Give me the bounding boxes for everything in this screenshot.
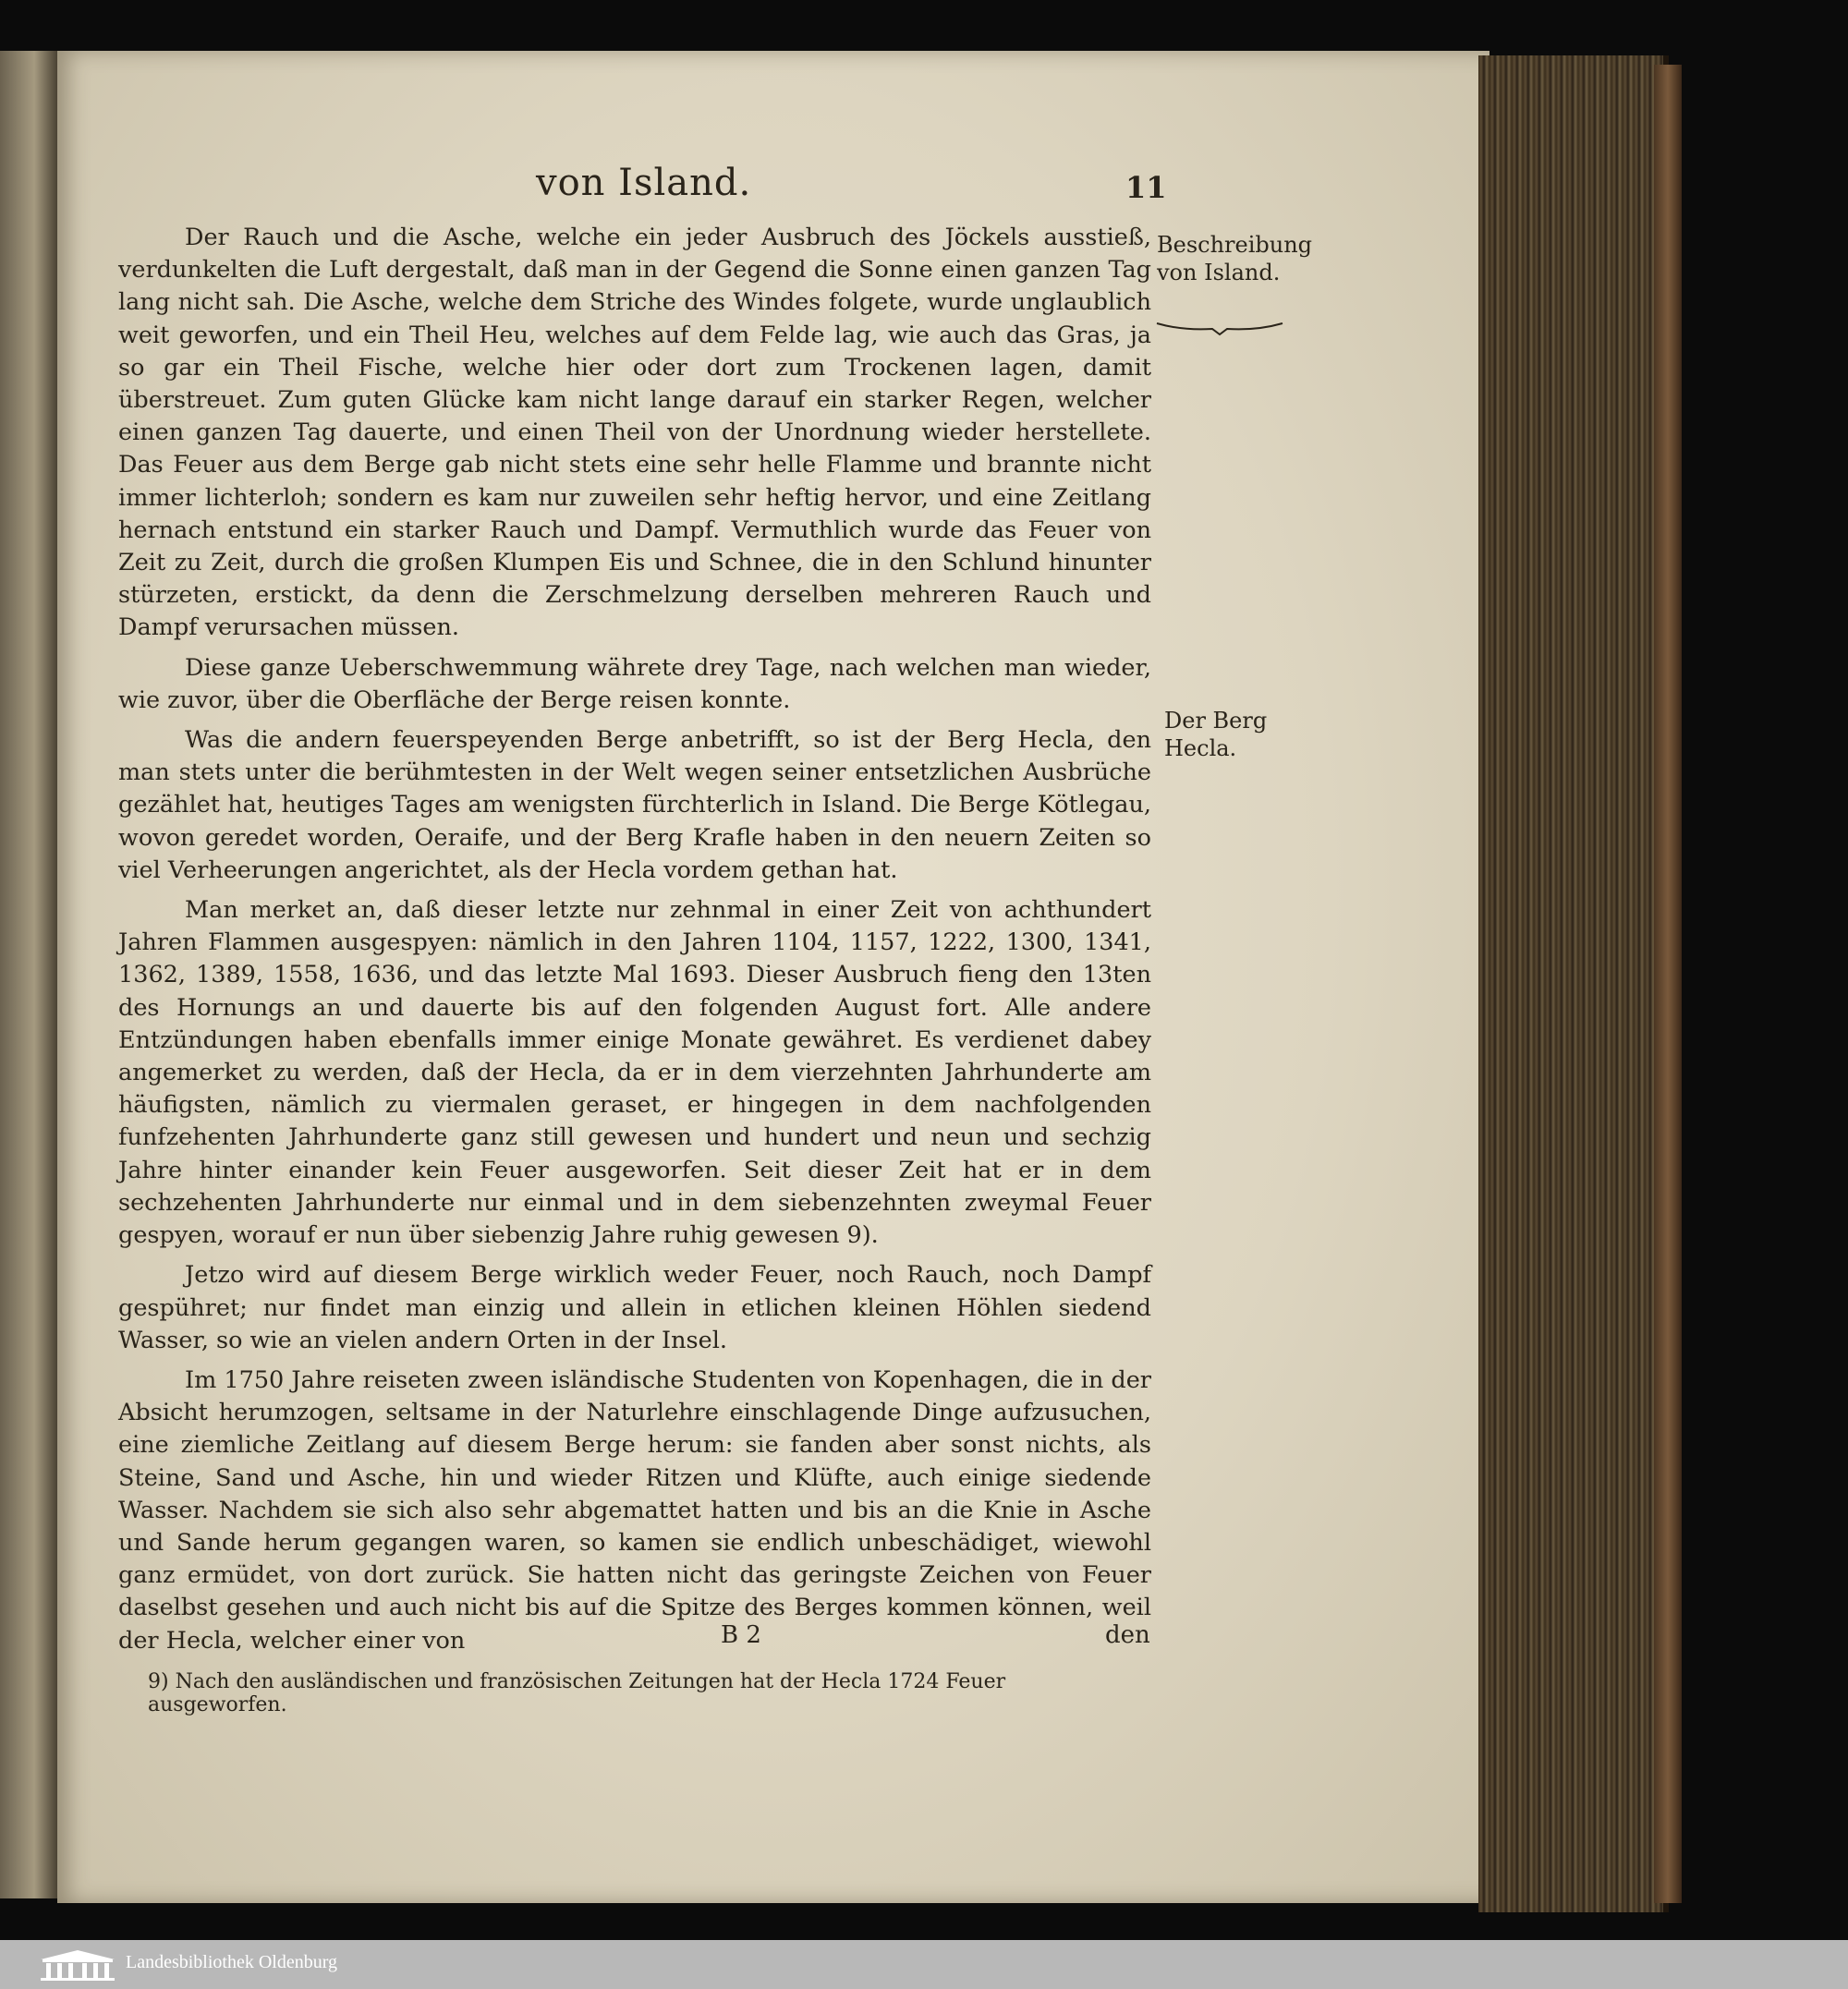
catchword: den xyxy=(1105,1621,1150,1649)
book-cover-edge xyxy=(1654,65,1682,1903)
page-number: 11 xyxy=(1125,170,1167,205)
paragraph: Jetzo wird auf diesem Berge wirklich weder Feuer, noch Rauch, noch Dampf gespühret; nur findet man einzig und allein in etlichen kleinen Höhlen siedend Wasser, so wie an vielen andern Orten in der Insel. xyxy=(118,1261,1151,1354)
margin-note-hecla: Der Berg Hecla. xyxy=(1164,708,1268,761)
paragraph: Im 1750 Jahre reiseten zween isländische Studenten von Kopenhagen, die in der Absicht herumzogen, seltsame in der Naturlehre einschlagende Dinge aufzusuchen, eine ziemliche Zeitlang auf diesem Berge herum: sie fanden aber sonst nichts, als Steine, Sand und Asche, hin und wieder Ritzen und Klüfte, auch einige siedende Wasser. Nachdem sie sich also sehr abgemattet hatten und bis an die Knie in Asche und Sande herum gegangen waren, so kamen sie endlich unbeschädiget, wiewohl ganz ermüdet, von dort zurück. Sie hatten nicht das geringste Zeichen von Feuer daselbst gesehen und auch nicht bis auf die Spitze des Berges kommen können, weil der Hecla, welcher einer von xyxy=(118,1365,1151,1655)
paragraph: Diese ganze Ueberschwemmung währete drey Tage, nach welchen man wieder, wie zuvor, über die Oberfläche der Berge reisen konnte. xyxy=(118,653,1151,714)
library-footer-bar xyxy=(0,1940,1848,1989)
page-header xyxy=(536,162,1183,208)
book-fore-edge xyxy=(1478,55,1669,1912)
body-text xyxy=(118,222,1151,1657)
paragraph: Der Rauch und die Asche, welche ein jeder Ausbruch des Jöckels ausstieß, verdunkelten die Luft dergestalt, daß man in der Gegend die Sonne einen ganzen Tag lang nicht sah. Die Asche, welche dem Striche des Windes folgete, wurde unglaublich weit geworfen, und ein Theil Heu, welches auf dem Felde lag, wie auch das Gras, ja so gar ein Theil Fische, welche hier oder dort zum Trockenen lagen, damit überstreuet. Zum guten Glücke kam nicht lange darauf ein starker Regen, welcher einen ganzen Tag dauerte, und einen Theil von der Unordnung wieder herstellete. Das Feuer aus dem Berge gab nicht stets eine sehr helle Flamme und brannte nicht immer lichterloh; sondern es kam nur zuweilen sehr heftig hervor, und eine Zeitlang hernach entstund ein starker Rauch und Dampf. Vermuthlich wurde das Feuer von Zeit zu Zeit, durch die großen Klumpen Eis und Schnee, die in den Schlund hinunter stürzeten, erstickt, da denn die Zerschmelzung derselben mehreren Rauch und Dampf verursachen müssen. xyxy=(118,224,1151,642)
paragraph: Was die andern feuerspeyenden Berge anbetrifft, so ist der Berg Hecla, den man stets unter die berühmtesten in der Welt wegen seiner entsetzlichen Ausbrüche gezählet hat, heutiges Tages am wenigsten fürchterlich in Island. Die Berge Kötlegau, wovon geredet worden, Oeraife, und der Berg Krafle haben in den neuern Zeiten so viel Verheerungen angerichtet, als der Hecla vordem gethan hat. xyxy=(118,726,1151,884)
signature-mark: B 2 xyxy=(721,1621,761,1649)
footnote: 9) Nach den ausländischen und französischen Zeitungen hat der Hecla 1724 Feuer ausgeworfen. xyxy=(148,1670,1006,1716)
margin-note-description: Beschreibung von Island. xyxy=(1157,232,1313,285)
left-page-edge xyxy=(0,51,57,1898)
running-title: von Island. xyxy=(536,162,752,204)
paragraph: Man merket an, daß dieser letzte nur zehnmal in einer Zeit von achthundert Jahren Flammen ausgespyen: nämlich in den Jahren 1104, 1157, 1222, 1300, 1341, 1362, 1389, 1558, 1636, und das letzte Mal 1693. Dieser Ausbruch fieng den 13ten des Hornungs an und dauerte bis auf den folgenden August fort. Alle andere Entzündungen haben ebenfalls immer einige Monate gewähret. Es verdienet dabey angemerket zu werden, daß der Hecla, da er in dem vierzehnten Jahrhunderte am häufigsten, nämlich zu viermalen geraset, er hingegen in dem nachfolgenden funfzehenten Jahrhunderte ganz still gewesen und hundert und neun und sechzig Jahre hinter einander kein Feuer ausgeworfen. Seit dieser Zeit hat er in dem sechzehenten Jahrhunderte nur einmal und in dem siebenzehnten zweymal Feuer gespyen, worauf er nun über siebenzig Jahre ruhig gewesen 9). xyxy=(118,896,1151,1250)
brace-icon xyxy=(1155,320,1284,336)
library-building-icon xyxy=(37,1948,118,1982)
library-name: Landesbibliothek Oldenburg xyxy=(126,1952,338,1972)
